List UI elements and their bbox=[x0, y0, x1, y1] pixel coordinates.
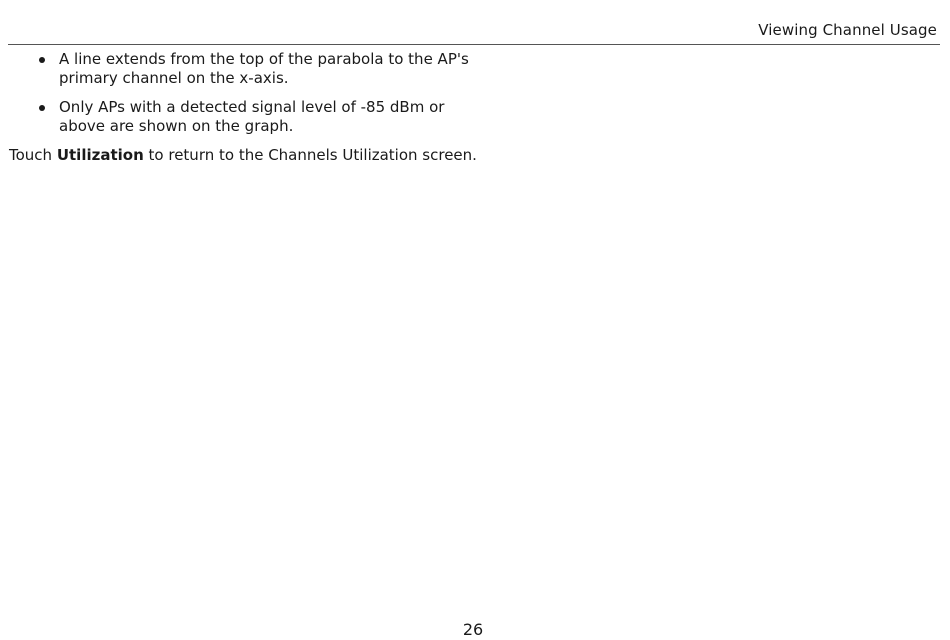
running-header-title: Viewing Channel Usage bbox=[758, 21, 937, 39]
utilization-emphasis: Utilization bbox=[56, 146, 144, 164]
bullet-item bbox=[59, 98, 469, 136]
bullet-icon bbox=[39, 105, 45, 111]
bullet-text: A line extends from the top of the parabola to the AP's primary channel on the x-axis. bbox=[59, 50, 469, 87]
page-number: 26 bbox=[462, 620, 484, 639]
page-body bbox=[9, 50, 477, 165]
bullet-item bbox=[59, 50, 469, 88]
instruction-suffix: to return to the Channels Utilization screen. bbox=[143, 146, 477, 164]
bullet-icon bbox=[39, 57, 45, 63]
bullet-text: Only APs with a detected signal level of -85 dBm or above are shown on the graph. bbox=[59, 98, 445, 135]
bullet-list bbox=[9, 50, 469, 136]
header-divider bbox=[8, 44, 940, 45]
instruction-prefix: Touch bbox=[9, 146, 57, 164]
instruction-paragraph bbox=[9, 146, 477, 165]
